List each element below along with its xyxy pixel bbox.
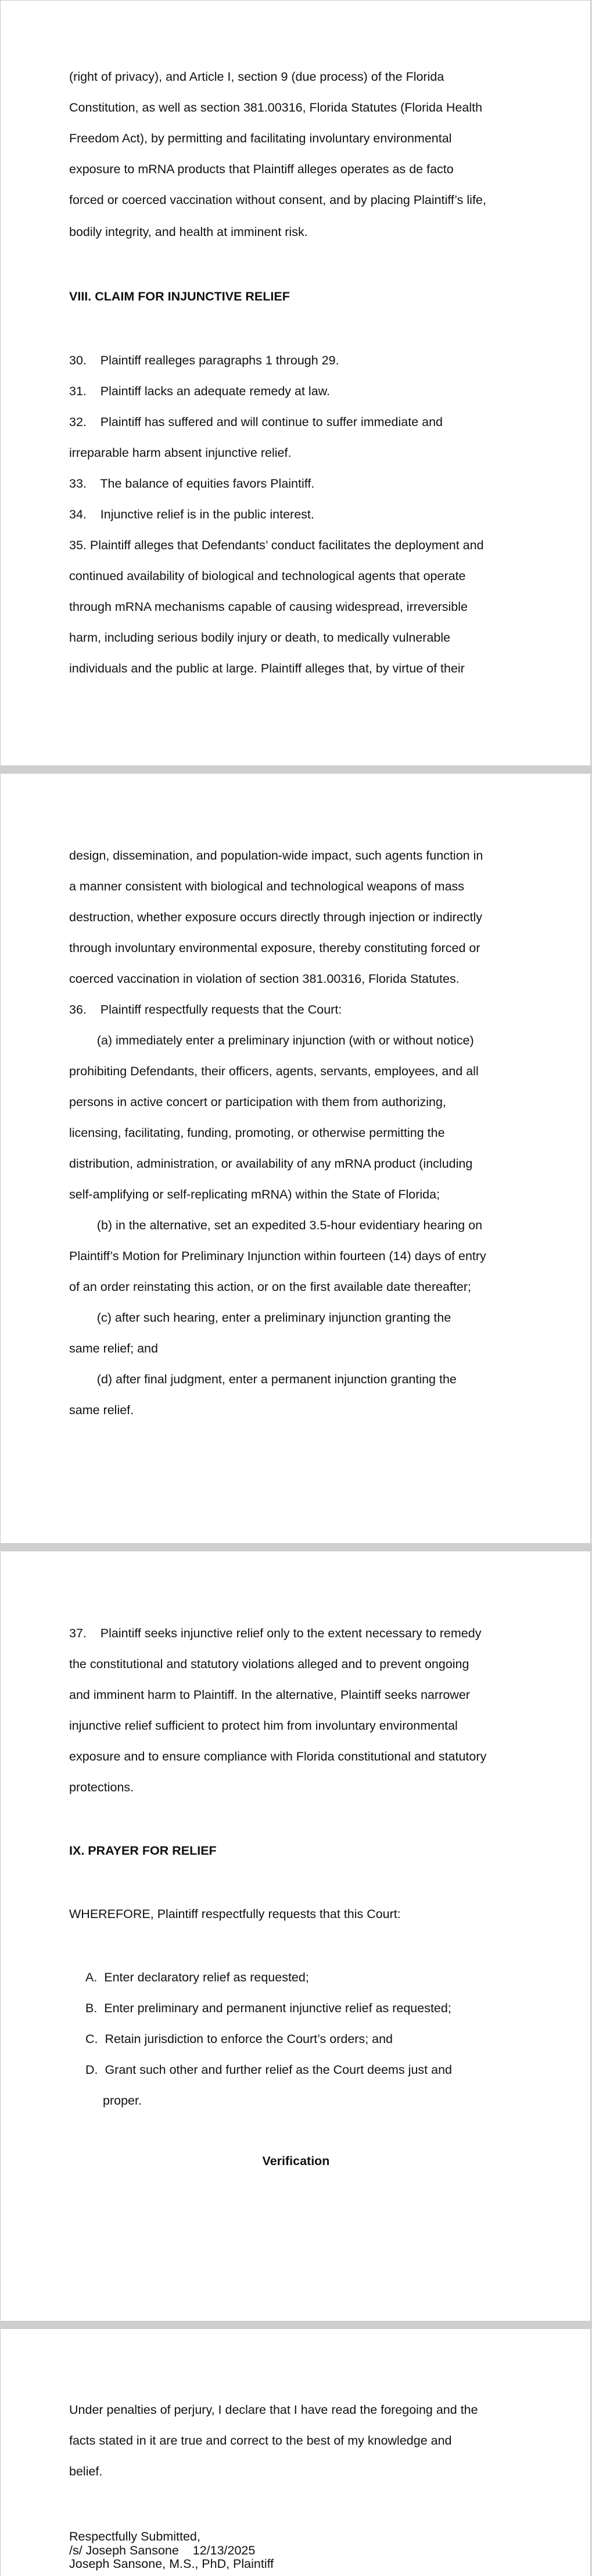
page2-line-1: design, dissemination, and population-wide impact, such agents function in — [69, 849, 483, 863]
paragraph-33: 33. The balance of equities favors Plaintiff. — [69, 477, 315, 491]
signer-name: Joseph Sansone, M.S., PhD, Plaintiff — [69, 2557, 274, 2571]
item-d-line-1: (d) after final judgment, enter a permanent injunction granting the — [69, 1372, 457, 1386]
page-separator — [0, 766, 592, 773]
paragraph-37-line-6: protections. — [69, 1780, 134, 1794]
paragraph-32-cont: irreparable harm absent injunctive relief. — [69, 446, 292, 460]
page2-line-5: coerced vaccination in violation of section 381.00316, Florida Statutes. — [69, 972, 460, 986]
item-b-line-2: Plaintiff’s Motion for Preliminary Injunction within fourteen (14) days of entry — [69, 1249, 486, 1263]
verification-line-3: belief. — [69, 2464, 103, 2478]
item-c-line-2: same relief; and — [69, 1341, 158, 1355]
page-1 — [0, 0, 591, 766]
page2-line-4: through involuntary environmental exposure, thereby constituting forced or — [69, 941, 480, 955]
verification-heading: Verification — [262, 2154, 330, 2168]
paragraph-35-line-3: through mRNA mechanisms capable of causing widespread, irreversible — [69, 600, 468, 614]
paragraph-36: 36. Plaintiff respectfully requests that the Court: — [69, 1003, 342, 1017]
paragraph-37-line-1: 37. Plaintiff seeks injunctive relief only to the extent necessary to remedy — [69, 1626, 482, 1640]
paragraph-30: 30. Plaintiff realleges paragraphs 1 through 29. — [69, 353, 339, 367]
item-b-line-3: of an order reinstating this action, or on the first available date thereafter; — [69, 1280, 471, 1294]
paragraph-34: 34. Injunctive relief is in the public interest. — [69, 507, 314, 521]
page1-line-1: (right of privacy), and Article I, section 9 (due process) of the Florida — [69, 70, 444, 84]
page1-line-2: Constitution, as well as section 381.00316, Florida Statutes (Florida Health — [69, 101, 483, 115]
prayer-item-c: C. Retain jurisdiction to enforce the Court’s orders; and — [85, 2032, 393, 2046]
page-separator — [0, 2321, 592, 2328]
page-4 — [0, 2328, 591, 2576]
verification-line-1: Under penalties of perjury, I declare that I have read the foregoing and the — [69, 2403, 478, 2417]
paragraph-37-line-4: injunctive relief sufficient to protect him from involuntary environmental — [69, 1719, 458, 1733]
paragraph-37-line-3: and imminent harm to Plaintiff. In the alternative, Plaintiff seeks narrower — [69, 1688, 470, 1702]
page1-line-3: Freedom Act), by permitting and facilitating involuntary environmental — [69, 131, 452, 145]
paragraph-35-line-4: harm, including serious bodily injury or death, to medically vulnerable — [69, 631, 451, 645]
item-a-line-1: (a) immediately enter a preliminary injunction (with or without notice) — [69, 1033, 474, 1047]
item-a-line-6: self-amplifying or self-replicating mRNA) within the State of Florida; — [69, 1187, 440, 1201]
prayer-item-d: D. Grant such other and further relief as the Court deems just and — [85, 2063, 452, 2077]
closing: Respectfully Submitted, — [69, 2530, 200, 2543]
paragraph-37-line-5: exposure and to ensure compliance with Florida constitutional and statutory — [69, 1749, 487, 1763]
section-heading-viii: VIII. CLAIM FOR INJUNCTIVE RELIEF — [69, 289, 290, 303]
wherefore-clause: WHEREFORE, Plaintiff respectfully requests that this Court: — [69, 1907, 401, 1921]
page1-line-5: forced or coerced vaccination without consent, and by placing Plaintiff’s life, — [69, 193, 486, 207]
page-3 — [0, 1551, 591, 2321]
paragraph-35-line-1: 35. Plaintiff alleges that Defendants’ conduct facilitates the deployment and — [69, 538, 484, 552]
paragraph-32: 32. Plaintiff has suffered and will continue to suffer immediate and — [69, 415, 443, 429]
item-a-line-3: persons in active concert or participation with them from authorizing, — [69, 1095, 446, 1109]
item-a-line-2: prohibiting Defendants, their officers, agents, servants, employees, and all — [69, 1064, 479, 1078]
paragraph-37-line-2: the constitutional and statutory violations alleged and to prevent ongoing — [69, 1657, 469, 1671]
page2-line-3: destruction, whether exposure occurs directly through injection or indirectly — [69, 910, 483, 924]
paragraph-35-line-2: continued availability of biological and technological agents that operate — [69, 569, 466, 583]
verification-line-2: facts stated in it are true and correct to the best of my knowledge and — [69, 2434, 452, 2448]
prayer-item-d-cont: proper. — [103, 2094, 142, 2108]
page-separator — [0, 1544, 592, 1551]
signature-line: /s/ Joseph Sansone 12/13/2025 — [69, 2543, 256, 2557]
item-a-line-4: licensing, facilitating, funding, promoting, or otherwise permitting the — [69, 1126, 445, 1140]
paragraph-31: 31. Plaintiff lacks an adequate remedy at law. — [69, 384, 330, 398]
prayer-item-b: B. Enter preliminary and permanent injunctive relief as requested; — [85, 2001, 451, 2015]
item-d-line-2: same relief. — [69, 1403, 134, 1417]
prayer-item-a: A. Enter declaratory relief as requested; — [85, 1970, 309, 1984]
page2-line-2: a manner consistent with biological and technological weapons of mass — [69, 879, 465, 893]
item-b-line-1: (b) in the alternative, set an expedited 3.5-hour evidentiary hearing on — [69, 1218, 483, 1232]
item-c-line-1: (c) after such hearing, enter a preliminary injunction granting the — [69, 1311, 451, 1325]
paragraph-35-line-5: individuals and the public at large. Plaintiff alleges that, by virtue of their — [69, 661, 465, 675]
item-a-line-5: distribution, administration, or availability of any mRNA product (including — [69, 1157, 473, 1171]
section-heading-ix: IX. PRAYER FOR RELIEF — [69, 1844, 217, 1858]
page1-line-4: exposure to mRNA products that Plaintiff alleges operates as de facto — [69, 162, 454, 176]
page1-line-6: bodily integrity, and health at imminent risk. — [69, 225, 308, 239]
page-2 — [0, 773, 591, 1544]
